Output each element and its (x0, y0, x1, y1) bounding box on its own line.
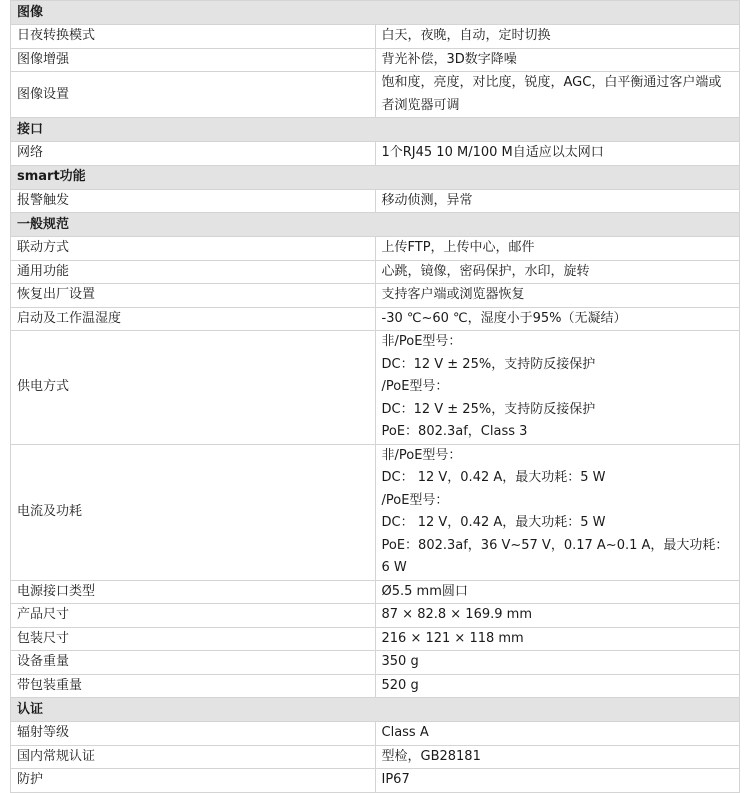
section-title: smart功能 (11, 165, 740, 189)
spec-value-line: DC：12 V ± 25%，支持防反接保护 (381, 356, 596, 372)
spec-value-line: PoE：802.3af，Class 3 (381, 424, 528, 439)
spec-value (375, 25, 740, 49)
spec-value-line: 移动侦测，异常 (381, 192, 473, 208)
spec-value (375, 307, 740, 331)
spec-key: 图像设置 (11, 72, 376, 118)
spec-value (375, 604, 740, 628)
spec-row (11, 745, 740, 769)
spec-row (11, 142, 740, 166)
spec-row (11, 237, 740, 261)
section-header (11, 213, 740, 237)
spec-row (11, 284, 740, 308)
spec-value-line: DC：12 V ± 25%，支持防反接保护 (381, 401, 596, 417)
spec-row (11, 307, 740, 331)
spec-value-line: Class A (381, 725, 429, 740)
spec-value (375, 48, 740, 72)
spec-value (375, 189, 740, 213)
spec-row (11, 25, 740, 49)
spec-value-line: DC： 12 V，0.42 A，最大功耗：5 W (381, 470, 606, 485)
spec-value (375, 722, 740, 746)
spec-row (11, 444, 740, 580)
spec-table-body (11, 1, 740, 793)
spec-key: 启动及工作温湿度 (11, 307, 376, 331)
spec-value-line: 216 × 121 × 118 mm (381, 630, 524, 646)
spec-key: 供电方式 (11, 331, 376, 445)
spec-key: 带包装重量 (11, 674, 376, 698)
spec-row (11, 580, 740, 604)
section-title: 接口 (11, 118, 740, 142)
spec-value (375, 745, 740, 769)
spec-value-line: 1个RJ45 10 M/100 M自适应以太网口 (381, 145, 604, 160)
spec-value-line: /PoE型号： (381, 379, 449, 394)
spec-row (11, 674, 740, 698)
spec-key: 恢复出厂设置 (11, 284, 376, 308)
spec-key: 联动方式 (11, 237, 376, 261)
spec-value-line: 上传FTP，上传中心，邮件 (381, 240, 535, 255)
spec-value-line: 非/PoE型号： (381, 334, 462, 349)
spec-key: 通用功能 (11, 260, 376, 284)
section-title: 认证 (11, 698, 740, 722)
spec-value (375, 284, 740, 308)
spec-value-line: IP67 (381, 772, 410, 787)
spec-key: 网络 (11, 142, 376, 166)
spec-value-line: 520 g (381, 677, 419, 693)
spec-value-line: 87 × 82.8 × 169.9 mm (381, 607, 532, 622)
spec-value (375, 769, 740, 793)
spec-value-line: 支持客户端或浏览器恢复 (381, 287, 525, 302)
spec-row (11, 331, 740, 445)
spec-value-line: PoE：802.3af，36 V~57 V，0.17 A~0.1 A，最大功耗：6 W (381, 537, 729, 575)
spec-value-line: 非/PoE型号： (381, 447, 462, 463)
spec-key: 包装尺寸 (11, 627, 376, 651)
spec-row (11, 260, 740, 284)
spec-value-line: 背光补偿，3D数字降噪 (381, 51, 517, 67)
spec-value (375, 237, 740, 261)
spec-key: 图像增强 (11, 48, 376, 72)
spec-value (375, 580, 740, 604)
spec-value-line: 350 g (381, 654, 419, 669)
spec-key: 电流及功耗 (11, 444, 376, 580)
spec-row (11, 604, 740, 628)
spec-key: 辐射等级 (11, 722, 376, 746)
spec-value (375, 142, 740, 166)
spec-value-line: Ø5.5 mm圆口 (381, 583, 468, 599)
spec-value (375, 627, 740, 651)
spec-value-line: 心跳，镜像，密码保护，水印，旋转 (381, 263, 590, 279)
spec-value (375, 651, 740, 675)
spec-key: 国内常规认证 (11, 745, 376, 769)
section-title: 一般规范 (11, 213, 740, 237)
spec-row (11, 48, 740, 72)
spec-key: 电源接口类型 (11, 580, 376, 604)
spec-value-line: -30 ℃~60 ℃，湿度小于95%（无凝结） (381, 310, 627, 326)
spec-key: 防护 (11, 769, 376, 793)
spec-row (11, 651, 740, 675)
section-header (11, 698, 740, 722)
spec-value-line: 型检，GB28181 (381, 748, 481, 764)
section-header (11, 165, 740, 189)
spec-value-line: 饱和度，亮度，对比度，锐度，AGC，白平衡通过客户端或者浏览器可调 (381, 75, 722, 113)
spec-key: 日夜转换模式 (11, 25, 376, 49)
spec-row (11, 627, 740, 651)
spec-value (375, 260, 740, 284)
spec-table (10, 0, 740, 793)
spec-key: 设备重量 (11, 651, 376, 675)
spec-value-line: DC： 12 V，0.42 A，最大功耗：5 W (381, 515, 606, 530)
spec-value (375, 72, 740, 118)
spec-row (11, 72, 740, 118)
spec-value (375, 674, 740, 698)
spec-row (11, 722, 740, 746)
section-title: 图像 (11, 1, 740, 25)
spec-key: 报警触发 (11, 189, 376, 213)
spec-value-line: 白天，夜晚，自动，定时切换 (381, 28, 551, 43)
spec-row (11, 189, 740, 213)
spec-value-line: /PoE型号： (381, 492, 449, 508)
section-header (11, 1, 740, 25)
spec-value (375, 444, 740, 580)
section-header (11, 118, 740, 142)
spec-row (11, 769, 740, 793)
spec-value (375, 331, 740, 445)
spec-sheet (10, 0, 740, 793)
spec-key: 产品尺寸 (11, 604, 376, 628)
